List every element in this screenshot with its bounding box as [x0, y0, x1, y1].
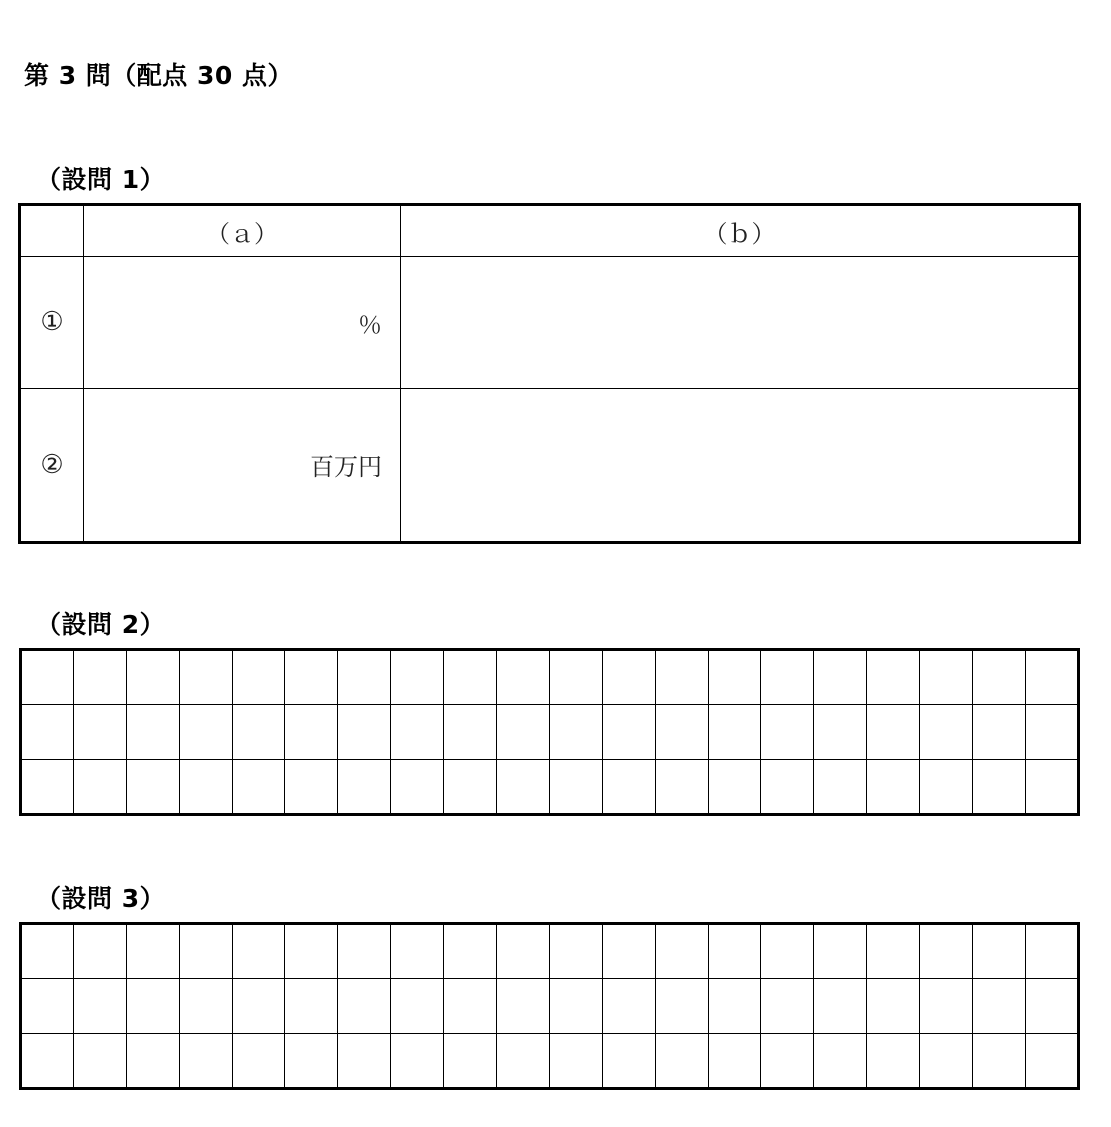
- corner-cell: [20, 205, 84, 257]
- grid-cell[interactable]: [126, 1033, 179, 1088]
- grid-cell[interactable]: [549, 705, 602, 759]
- grid-cell[interactable]: [867, 650, 920, 705]
- table-row: [20, 257, 1080, 388]
- grid-cell[interactable]: [285, 979, 338, 1033]
- grid-cell[interactable]: [1025, 1033, 1078, 1088]
- question-2-heading: （設問 2）: [36, 610, 166, 639]
- grid-cell[interactable]: [21, 705, 74, 759]
- grid-cell[interactable]: [973, 759, 1026, 814]
- grid-cell[interactable]: [21, 650, 74, 705]
- grid-cell[interactable]: [549, 650, 602, 705]
- grid-row: [21, 979, 1079, 1033]
- grid-cell[interactable]: [497, 979, 550, 1033]
- grid-cell[interactable]: [285, 924, 338, 979]
- grid-cell[interactable]: [1025, 650, 1078, 705]
- page-title: 第 3 問（配点 30 点）: [24, 61, 294, 90]
- grid-cell[interactable]: [920, 650, 973, 705]
- grid-cell[interactable]: [602, 705, 655, 759]
- grid-cell[interactable]: [973, 650, 1026, 705]
- grid-cell[interactable]: [285, 650, 338, 705]
- grid-cell[interactable]: [497, 650, 550, 705]
- grid-cell[interactable]: [973, 924, 1026, 979]
- grid-cell[interactable]: [285, 759, 338, 814]
- grid-cell[interactable]: [232, 979, 285, 1033]
- grid-cell[interactable]: [814, 979, 867, 1033]
- grid-cell[interactable]: [126, 979, 179, 1033]
- grid-cell[interactable]: [285, 705, 338, 759]
- grid-cell[interactable]: [602, 924, 655, 979]
- grid-cell[interactable]: [655, 650, 708, 705]
- grid-cell[interactable]: [655, 1033, 708, 1088]
- unit-label-million-yen: 百万円: [310, 453, 382, 482]
- unit-label-percent: ％: [358, 310, 382, 339]
- grid-cell[interactable]: [973, 705, 1026, 759]
- grid-cell[interactable]: [179, 705, 232, 759]
- grid-cell[interactable]: [444, 924, 497, 979]
- grid-cell[interactable]: [497, 924, 550, 979]
- grid-cell[interactable]: [21, 924, 74, 979]
- answer-b-1-cell[interactable]: [401, 257, 1080, 388]
- grid-row: [21, 759, 1079, 814]
- grid-cell[interactable]: [708, 924, 761, 979]
- grid-cell[interactable]: [761, 1033, 814, 1088]
- grid-cell[interactable]: [708, 650, 761, 705]
- grid-cell[interactable]: [708, 979, 761, 1033]
- grid-cell[interactable]: [338, 924, 391, 979]
- grid-cell[interactable]: [179, 924, 232, 979]
- grid-cell[interactable]: [285, 1033, 338, 1088]
- question-1-answer-table: [18, 203, 1081, 544]
- answer-a-1-cell[interactable]: [84, 257, 401, 388]
- answer-a-2-cell[interactable]: [84, 388, 401, 542]
- grid-cell[interactable]: [444, 979, 497, 1033]
- grid-cell[interactable]: [867, 924, 920, 979]
- column-a-header: （ａ）: [84, 205, 401, 257]
- grid-cell[interactable]: [655, 979, 708, 1033]
- grid-cell[interactable]: [549, 759, 602, 814]
- grid-cell[interactable]: [602, 759, 655, 814]
- table-row: [20, 388, 1080, 542]
- grid-cell[interactable]: [602, 650, 655, 705]
- grid-cell[interactable]: [920, 1033, 973, 1088]
- grid-cell[interactable]: [391, 650, 444, 705]
- grid-cell[interactable]: [232, 759, 285, 814]
- grid-cell[interactable]: [73, 1033, 126, 1088]
- grid-cell[interactable]: [761, 705, 814, 759]
- table-header-row: [20, 205, 1080, 257]
- grid-cell[interactable]: [444, 1033, 497, 1088]
- grid-cell[interactable]: [814, 705, 867, 759]
- grid-cell[interactable]: [973, 979, 1026, 1033]
- grid-cell[interactable]: [867, 979, 920, 1033]
- grid-cell[interactable]: [126, 705, 179, 759]
- grid-cell[interactable]: [655, 705, 708, 759]
- grid-cell[interactable]: [444, 705, 497, 759]
- grid-cell[interactable]: [655, 759, 708, 814]
- grid-cell[interactable]: [391, 759, 444, 814]
- grid-cell[interactable]: [338, 705, 391, 759]
- grid-cell[interactable]: [338, 650, 391, 705]
- grid-cell[interactable]: [920, 705, 973, 759]
- grid-cell[interactable]: [497, 1033, 550, 1088]
- grid-cell[interactable]: [391, 924, 444, 979]
- grid-cell[interactable]: [867, 759, 920, 814]
- grid-cell[interactable]: [1025, 705, 1078, 759]
- grid-cell[interactable]: [232, 924, 285, 979]
- grid-row: [21, 924, 1079, 979]
- grid-cell[interactable]: [232, 650, 285, 705]
- grid-cell[interactable]: [179, 979, 232, 1033]
- grid-cell[interactable]: [655, 924, 708, 979]
- question-1-heading: （設問 1）: [36, 165, 166, 194]
- grid-cell[interactable]: [708, 1033, 761, 1088]
- grid-cell[interactable]: [761, 759, 814, 814]
- grid-cell[interactable]: [814, 1033, 867, 1088]
- grid-cell[interactable]: [21, 1033, 74, 1088]
- grid-cell[interactable]: [549, 1033, 602, 1088]
- grid-cell[interactable]: [73, 979, 126, 1033]
- grid-cell[interactable]: [338, 759, 391, 814]
- grid-cell[interactable]: [73, 759, 126, 814]
- grid-cell[interactable]: [391, 979, 444, 1033]
- grid-cell[interactable]: [179, 650, 232, 705]
- grid-cell[interactable]: [126, 924, 179, 979]
- grid-cell[interactable]: [444, 650, 497, 705]
- grid-cell[interactable]: [179, 1033, 232, 1088]
- answer-b-2-cell[interactable]: [401, 388, 1080, 542]
- question-3-heading: （設問 3）: [36, 884, 166, 913]
- grid-cell[interactable]: [1025, 924, 1078, 979]
- grid-cell[interactable]: [391, 705, 444, 759]
- grid-cell[interactable]: [549, 979, 602, 1033]
- grid-cell[interactable]: [602, 979, 655, 1033]
- grid-cell[interactable]: [73, 705, 126, 759]
- grid-cell[interactable]: [1025, 979, 1078, 1033]
- grid-cell[interactable]: [179, 759, 232, 814]
- row-number-2: ②: [20, 388, 84, 542]
- grid-cell[interactable]: [73, 924, 126, 979]
- grid-cell[interactable]: [920, 759, 973, 814]
- grid-cell[interactable]: [867, 1033, 920, 1088]
- question-2-answer-grid: [19, 648, 1080, 816]
- grid-cell[interactable]: [1025, 759, 1078, 814]
- grid-cell[interactable]: [920, 979, 973, 1033]
- grid-row: [21, 705, 1079, 759]
- row-number-1: ①: [20, 257, 84, 388]
- grid-cell[interactable]: [232, 1033, 285, 1088]
- grid-row: [21, 1033, 1079, 1088]
- grid-cell[interactable]: [814, 759, 867, 814]
- grid-cell[interactable]: [73, 650, 126, 705]
- grid-cell[interactable]: [338, 979, 391, 1033]
- grid-cell[interactable]: [761, 924, 814, 979]
- grid-cell[interactable]: [21, 759, 74, 814]
- grid-cell[interactable]: [21, 979, 74, 1033]
- grid-cell[interactable]: [708, 705, 761, 759]
- grid-cell[interactable]: [761, 979, 814, 1033]
- grid-cell[interactable]: [920, 924, 973, 979]
- grid-cell[interactable]: [497, 705, 550, 759]
- grid-cell[interactable]: [814, 924, 867, 979]
- grid-cell[interactable]: [126, 650, 179, 705]
- question-3-answer-grid: [19, 922, 1080, 1090]
- grid-cell[interactable]: [444, 759, 497, 814]
- grid-cell[interactable]: [232, 705, 285, 759]
- grid-row: [21, 650, 1079, 705]
- grid-cell[interactable]: [708, 759, 761, 814]
- grid-cell[interactable]: [126, 759, 179, 814]
- grid-cell[interactable]: [867, 705, 920, 759]
- grid-cell[interactable]: [814, 650, 867, 705]
- grid-cell[interactable]: [973, 1033, 1026, 1088]
- column-b-header: （ｂ）: [401, 205, 1080, 257]
- grid-cell[interactable]: [549, 924, 602, 979]
- grid-cell[interactable]: [761, 650, 814, 705]
- grid-cell[interactable]: [497, 759, 550, 814]
- grid-cell[interactable]: [602, 1033, 655, 1088]
- grid-cell[interactable]: [338, 1033, 391, 1088]
- grid-cell[interactable]: [391, 1033, 444, 1088]
